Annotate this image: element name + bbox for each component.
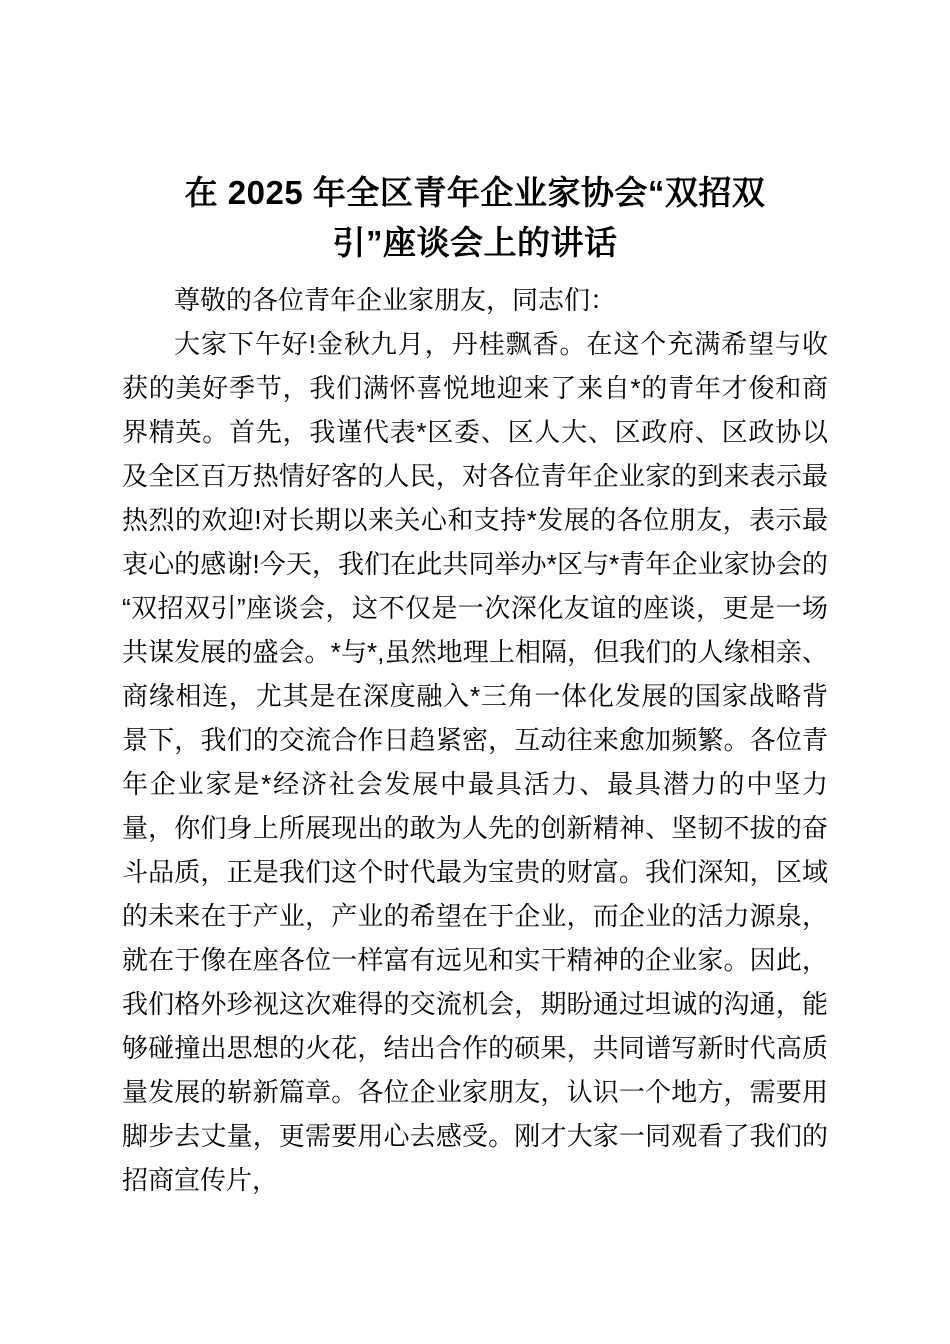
document-title-line-2: 引”座谈会上的讲话 [332, 224, 618, 261]
document-title [122, 168, 828, 268]
document-title-line-1: 在 2025 年全区青年企业家协会“双招双 [184, 174, 766, 211]
speech-body-paragraph: 大家下午好!金秋九月，丹桂飘香。在这个充满希望与收获的美好季节，我们满怀喜悦地迎来了来自*的青年才俊和商界精英。首先，我谨代表*区委、区人大、区政府、区政协以及全区百万热情好客的人民，对各位青年企业家的到来表示最热烈的欢迎!对长期以来关心和支持*发展的各位朋友，表示最衷心的感谢!今天，我们在此共同举办*区与*青年企业家协会的“双招双引”座谈会，这不仅是一次深化友谊的座谈，更是一场共谋发展的盛会。*与*,虽然地理上相隔，但我们的人缘相亲、商缘相连，尤其是在深度融入*三角一体化发展的国家战略背景下，我们的交流合作日趋紧密，互动往来愈加频繁。各位青年企业家是*经济社会发展中最具活力、最具潜力的中坚力量，你们身上所展现出的敢为人先的创新精神、坚韧不拔的奋斗品质，正是我们这个时代最为宝贵的财富。我们深知，区域的未来在于产业，产业的希望在于企业，而企业的活力源泉，就在于像在座各位一样富有远见和实干精神的企业家。因此，我们格外珍视这次难得的交流机会，期盼通过坦诚的沟通，能够碰撞出思想的火花，结出合作的硕果，共同谱写新时代高质量发展的崭新篇章。各位企业家朋友，认识一个地方，需要用脚步去丈量，更需要用心去感受。刚才大家一同观看了我们的招商宣传片， [122, 329, 828, 1195]
salutation-paragraph: 尊敬的各位青年企业家朋友，同志们： [174, 285, 617, 315]
